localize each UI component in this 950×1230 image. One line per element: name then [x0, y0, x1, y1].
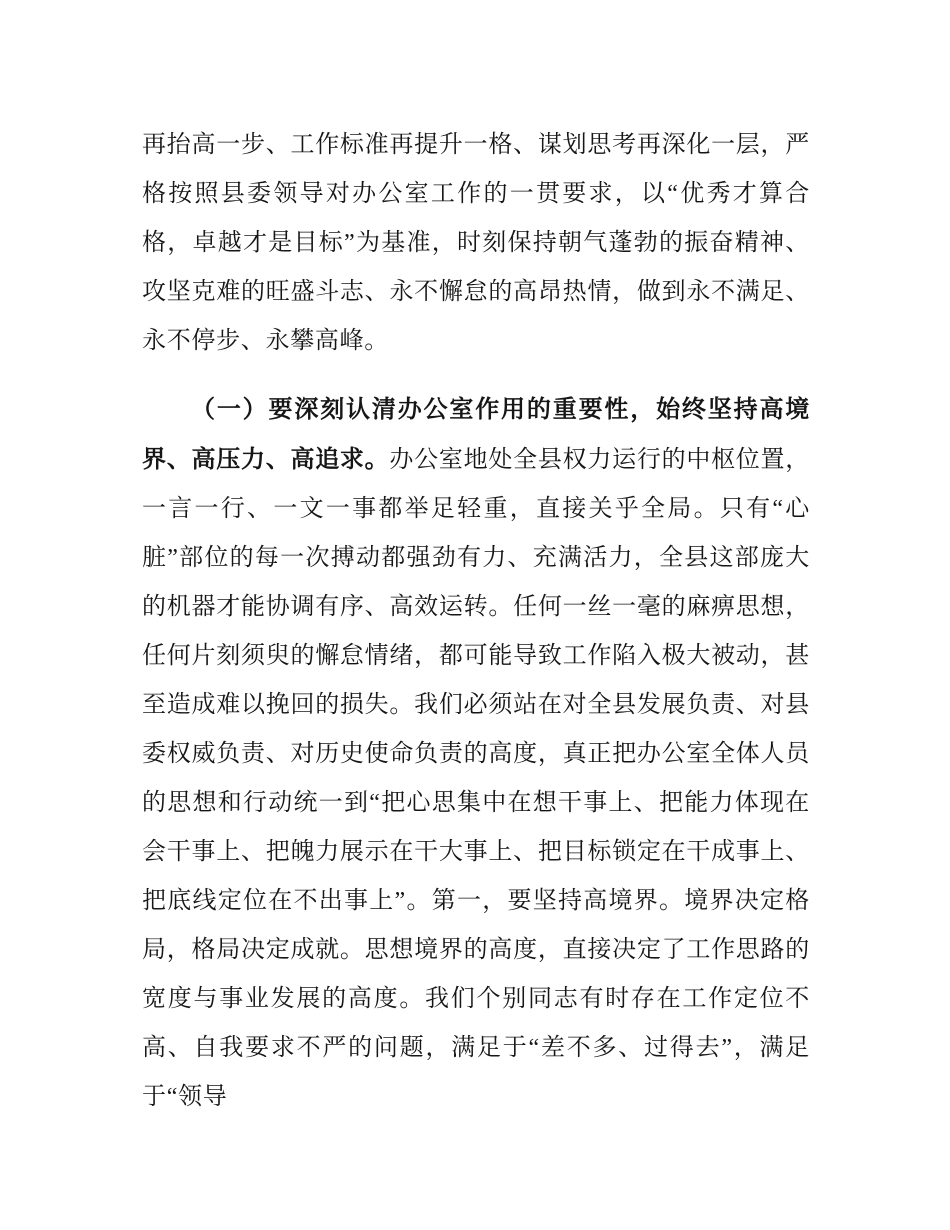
section-one-heading-text: （一）要深刻认清办公室作用的重要性，始终坚持高境界、高压力、高追求。 [142, 396, 810, 473]
paragraph-continuation [142, 121, 810, 366]
section-one-body-text: 办公室地处全县权力运行的中枢位置，一言一行、一文一事都举足轻重，直接关乎全局。只有“心脏”部位的每一次搏动都强劲有力、充满活力，全县这部庞大的机器才能协调有序、高效运转。任何一丝一毫的麻痹思想，任何片刻须臾的懈怠情绪，都可能导致工作陷入极大被动，甚至造成难以挽回的损失。我们必须站在对全县发展负责、对县委权威负责、对历史使命负责的高度，真正把办公室全体人员的思想和行动统一到“把心思集中在想干事上、把能力体现在会干事上、把魄力展示在干大事上、把目标锁定在干成事上、把底线定位在不出事上”。第一，要坚持高境界。境界决定格局，格局决定成就。思想境界的高度，直接决定了工作思路的宽度与事业发展的高度。我们个别同志有时存在工作定位不高、自我要求不严的问题，满足于“差不多、过得去”，满足于“领导 [142, 447, 810, 1110]
paragraph-continuation-text: 再抬高一步、工作标准再提升一格、谋划思考再深化一层，严格按照县委领导对办公室工作的一贯要求，以“优秀才算合格，卓越才是目标”为基准，时刻保持朝气蓬勃的振奋精神、攻坚克难的旺盛斗志、永不懈怠的高昂热情，做到永不满足、永不停步、永攀高峰。 [142, 132, 810, 354]
document-body [142, 121, 810, 1122]
paragraph-section-one [142, 385, 810, 1122]
